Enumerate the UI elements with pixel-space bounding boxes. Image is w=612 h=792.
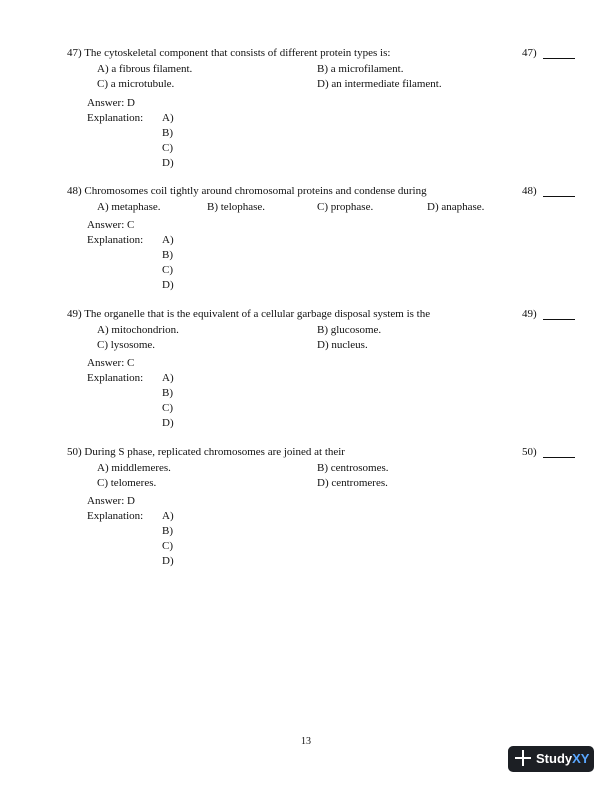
answer-blank: [543, 196, 575, 197]
option-b: B) centrosomes.: [317, 462, 389, 474]
explanation-letter-d: D): [162, 417, 174, 429]
option-d: D) an intermediate filament.: [317, 78, 442, 90]
brand-main: Study: [536, 751, 573, 766]
explanation-letter-a: A): [162, 234, 174, 246]
explanation-letter-d: D): [162, 279, 174, 291]
explanation-letter-b: B): [162, 387, 173, 399]
explanation-letter-a: A): [162, 510, 174, 522]
explanation-letter-a: A): [162, 112, 174, 124]
answer-blank: [543, 319, 575, 320]
explanation-label: Explanation:: [87, 510, 144, 522]
option-b: B) a microfilament.: [317, 63, 404, 75]
explanation-letter-b: B): [162, 249, 173, 261]
explanation-letter-d: D): [162, 555, 174, 567]
question-number: 48): [522, 185, 537, 197]
explanation-letter-c: C): [162, 264, 173, 276]
question-number: 47): [522, 47, 537, 59]
explanation-letter-c: C): [162, 540, 173, 552]
explanation-letter-c: C): [162, 142, 173, 154]
option-c: C) prophase.: [317, 201, 374, 213]
option-b: B) telophase.: [207, 201, 266, 213]
answer-line: Answer: C: [87, 357, 135, 369]
option-b: B) glucosome.: [317, 324, 382, 336]
brand-logo: [536, 751, 589, 767]
question-stem: 50) During S phase, replicated chromosomes are joined at their: [67, 446, 345, 458]
explanation-letter-c: C): [162, 402, 173, 414]
studyxy-badge[interactable]: [508, 746, 594, 772]
option-d: D) centromeres.: [317, 477, 388, 489]
question-number: 50): [522, 446, 537, 458]
option-a: A) mitochondrion.: [97, 324, 179, 336]
brand-accent: XY: [572, 751, 590, 766]
question-number: 49): [522, 308, 537, 320]
question-stem: 47) The cytoskeletal component that consists of different protein types is:: [67, 47, 391, 59]
explanation-label: Explanation:: [87, 234, 144, 246]
answer-blank: [543, 58, 575, 59]
explanation-label: Explanation:: [87, 372, 144, 384]
answer-line: Answer: D: [87, 97, 135, 109]
explanation-letter-a: A): [162, 372, 174, 384]
answer-line: Answer: D: [87, 495, 135, 507]
explanation-letter-b: B): [162, 127, 173, 139]
option-c: C) lysosome.: [97, 339, 156, 351]
answer-blank: [543, 457, 575, 458]
option-d: D) anaphase.: [427, 201, 485, 213]
option-a: A) middlemeres.: [97, 462, 171, 474]
answer-line: Answer: C: [87, 219, 135, 231]
explanation-letter-b: B): [162, 525, 173, 537]
page-number: 13: [301, 736, 311, 747]
explanation-label: Explanation:: [87, 112, 144, 124]
question-stem: 48) Chromosomes coil tightly around chromosomal proteins and condense during: [67, 185, 427, 197]
option-d: D) nucleus.: [317, 339, 368, 351]
question-stem: 49) The organelle that is the equivalent of a cellular garbage disposal system is the: [67, 308, 431, 320]
option-a: A) metaphase.: [97, 201, 161, 213]
option-c: C) a microtubule.: [97, 78, 175, 90]
option-a: A) a fibrous filament.: [97, 63, 193, 75]
explanation-letter-d: D): [162, 157, 174, 169]
option-c: C) telomeres.: [97, 477, 157, 489]
plus-icon: [515, 750, 531, 766]
